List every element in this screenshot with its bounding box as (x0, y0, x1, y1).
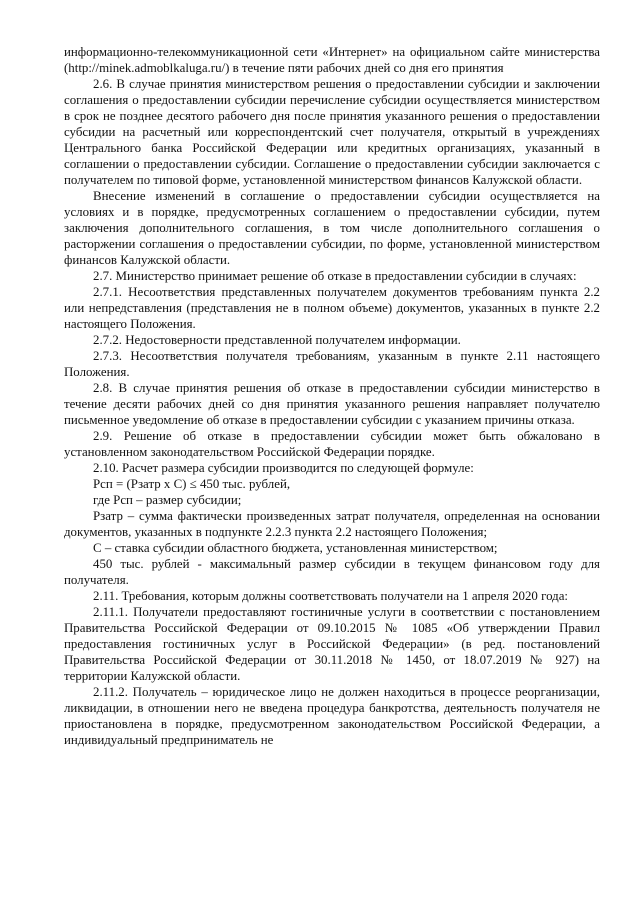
paragraph-2-10: 2.10. Расчет размера субсидии производится по следующей формуле: (93, 461, 474, 475)
formula-where-rsp: где Рсп – размер субсидии; (93, 493, 242, 507)
paragraph-2-7-2: 2.7.2. Недостоверности представленной получателем информации. (93, 333, 461, 347)
paragraph-2-11-2: 2.11.2. Получатель – юридическое лицо не должен находиться в процессе реорганизации, ликвидации, в отношении него не введена процедура банкротства, деятельность получателя не приостановлена в порядке, предусмотренном законодательством Российской Федерации, а индивидуальный предприниматель не (64, 685, 600, 747)
formula-c: С – ставка субсидии областного бюджета, установленная министерством; (93, 541, 498, 555)
paragraph-amendments: Внесение изменений в соглашение о предоставлении субсидии осуществляется на условиях и в порядке, предусмотренных соглашением о предоставлении субсидии, путем заключения дополнительного соглашения, в том числе дополнительного соглашения о расторжении соглашения о предоставлении субсидии, по форме, установленной министерством финансов Калужской области. (64, 189, 600, 267)
formula-max: 450 тыс. рублей - максимальный размер субсидии в текущем финансовом году для получателя. (64, 557, 600, 587)
paragraph-2-7-1: 2.7.1. Несоответствия представленных получателем документов требованиям пункта 2.2 или непредставления (представления не в полном объеме) документов, указанных в пункте 2.2 настоящего Положения. (64, 285, 600, 331)
formula-line: Рсп = (Рзатр х С) ≤ 450 тыс. рублей, (93, 477, 291, 491)
paragraph-2-7: 2.7. Министерство принимает решение об отказе в предоставлении субсидии в случаях: (93, 269, 577, 283)
paragraph-2-11-1: 2.11.1. Получатели предоставляют гостиничные услуги в соответствии с постановлением Правительства Российской Федерации от 09.10.2015 № 1085 «Об утверждении Правил предоставления гостиничных услуг в Российской Федерации» (в ред. постановлений Правительства Российской Федерации от 30.11.2018 № 1450, от 18.07.2019 № 927) на территории Калужской области. (64, 605, 600, 683)
paragraph-intro: информационно-телекоммуникационной сети «Интернет» на официальном сайте министерства (http://minek.admoblkaluga.ru/) в течение пяти рабочих дней со дня его принятия (64, 45, 600, 75)
formula-rzatr: Рзатр – сумма фактически произведенных затрат получателя, определенная на основании документов, указанных в подпункте 2.2.3 пункта 2.2 настоящего Положения; (64, 509, 600, 539)
paragraph-2-7-3: 2.7.3. Несоответствия получателя требованиям, указанным в пункте 2.11 настоящего Положения. (64, 349, 600, 379)
paragraph-2-6: 2.6. В случае принятия министерством решения о предоставлении субсидии и заключении соглашения о предоставлении субсидии перечисление субсидии осуществляется министерством в срок не позднее десятого рабочего дня после принятия указанного решения о предоставлении субсидии на расчетный или корреспондентский счет получателя, открытый в учреждениях Центрального банка Российской Федерации или кредитных организациях, указанный в соглашении о предоставлении субсидии. Соглашение о предоставлении субсидии заключается с получателем по типовой форме, установленной министерством финансов Калужской области. (64, 77, 600, 187)
paragraph-2-9: 2.9. Решение об отказе в предоставлении субсидии может быть обжаловано в установленном законодательством Российской Федерации порядке. (64, 429, 600, 459)
paragraph-2-8: 2.8. В случае принятия решения об отказе в предоставлении субсидии министерство в течение десяти рабочих дней со дня принятия указанного решения направляет получателю письменное уведомление об отказе в предоставлении субсидии с указанием причины отказа. (64, 381, 600, 427)
paragraph-2-11: 2.11. Требования, которым должны соответствовать получатели на 1 апреля 2020 года: (93, 589, 569, 603)
